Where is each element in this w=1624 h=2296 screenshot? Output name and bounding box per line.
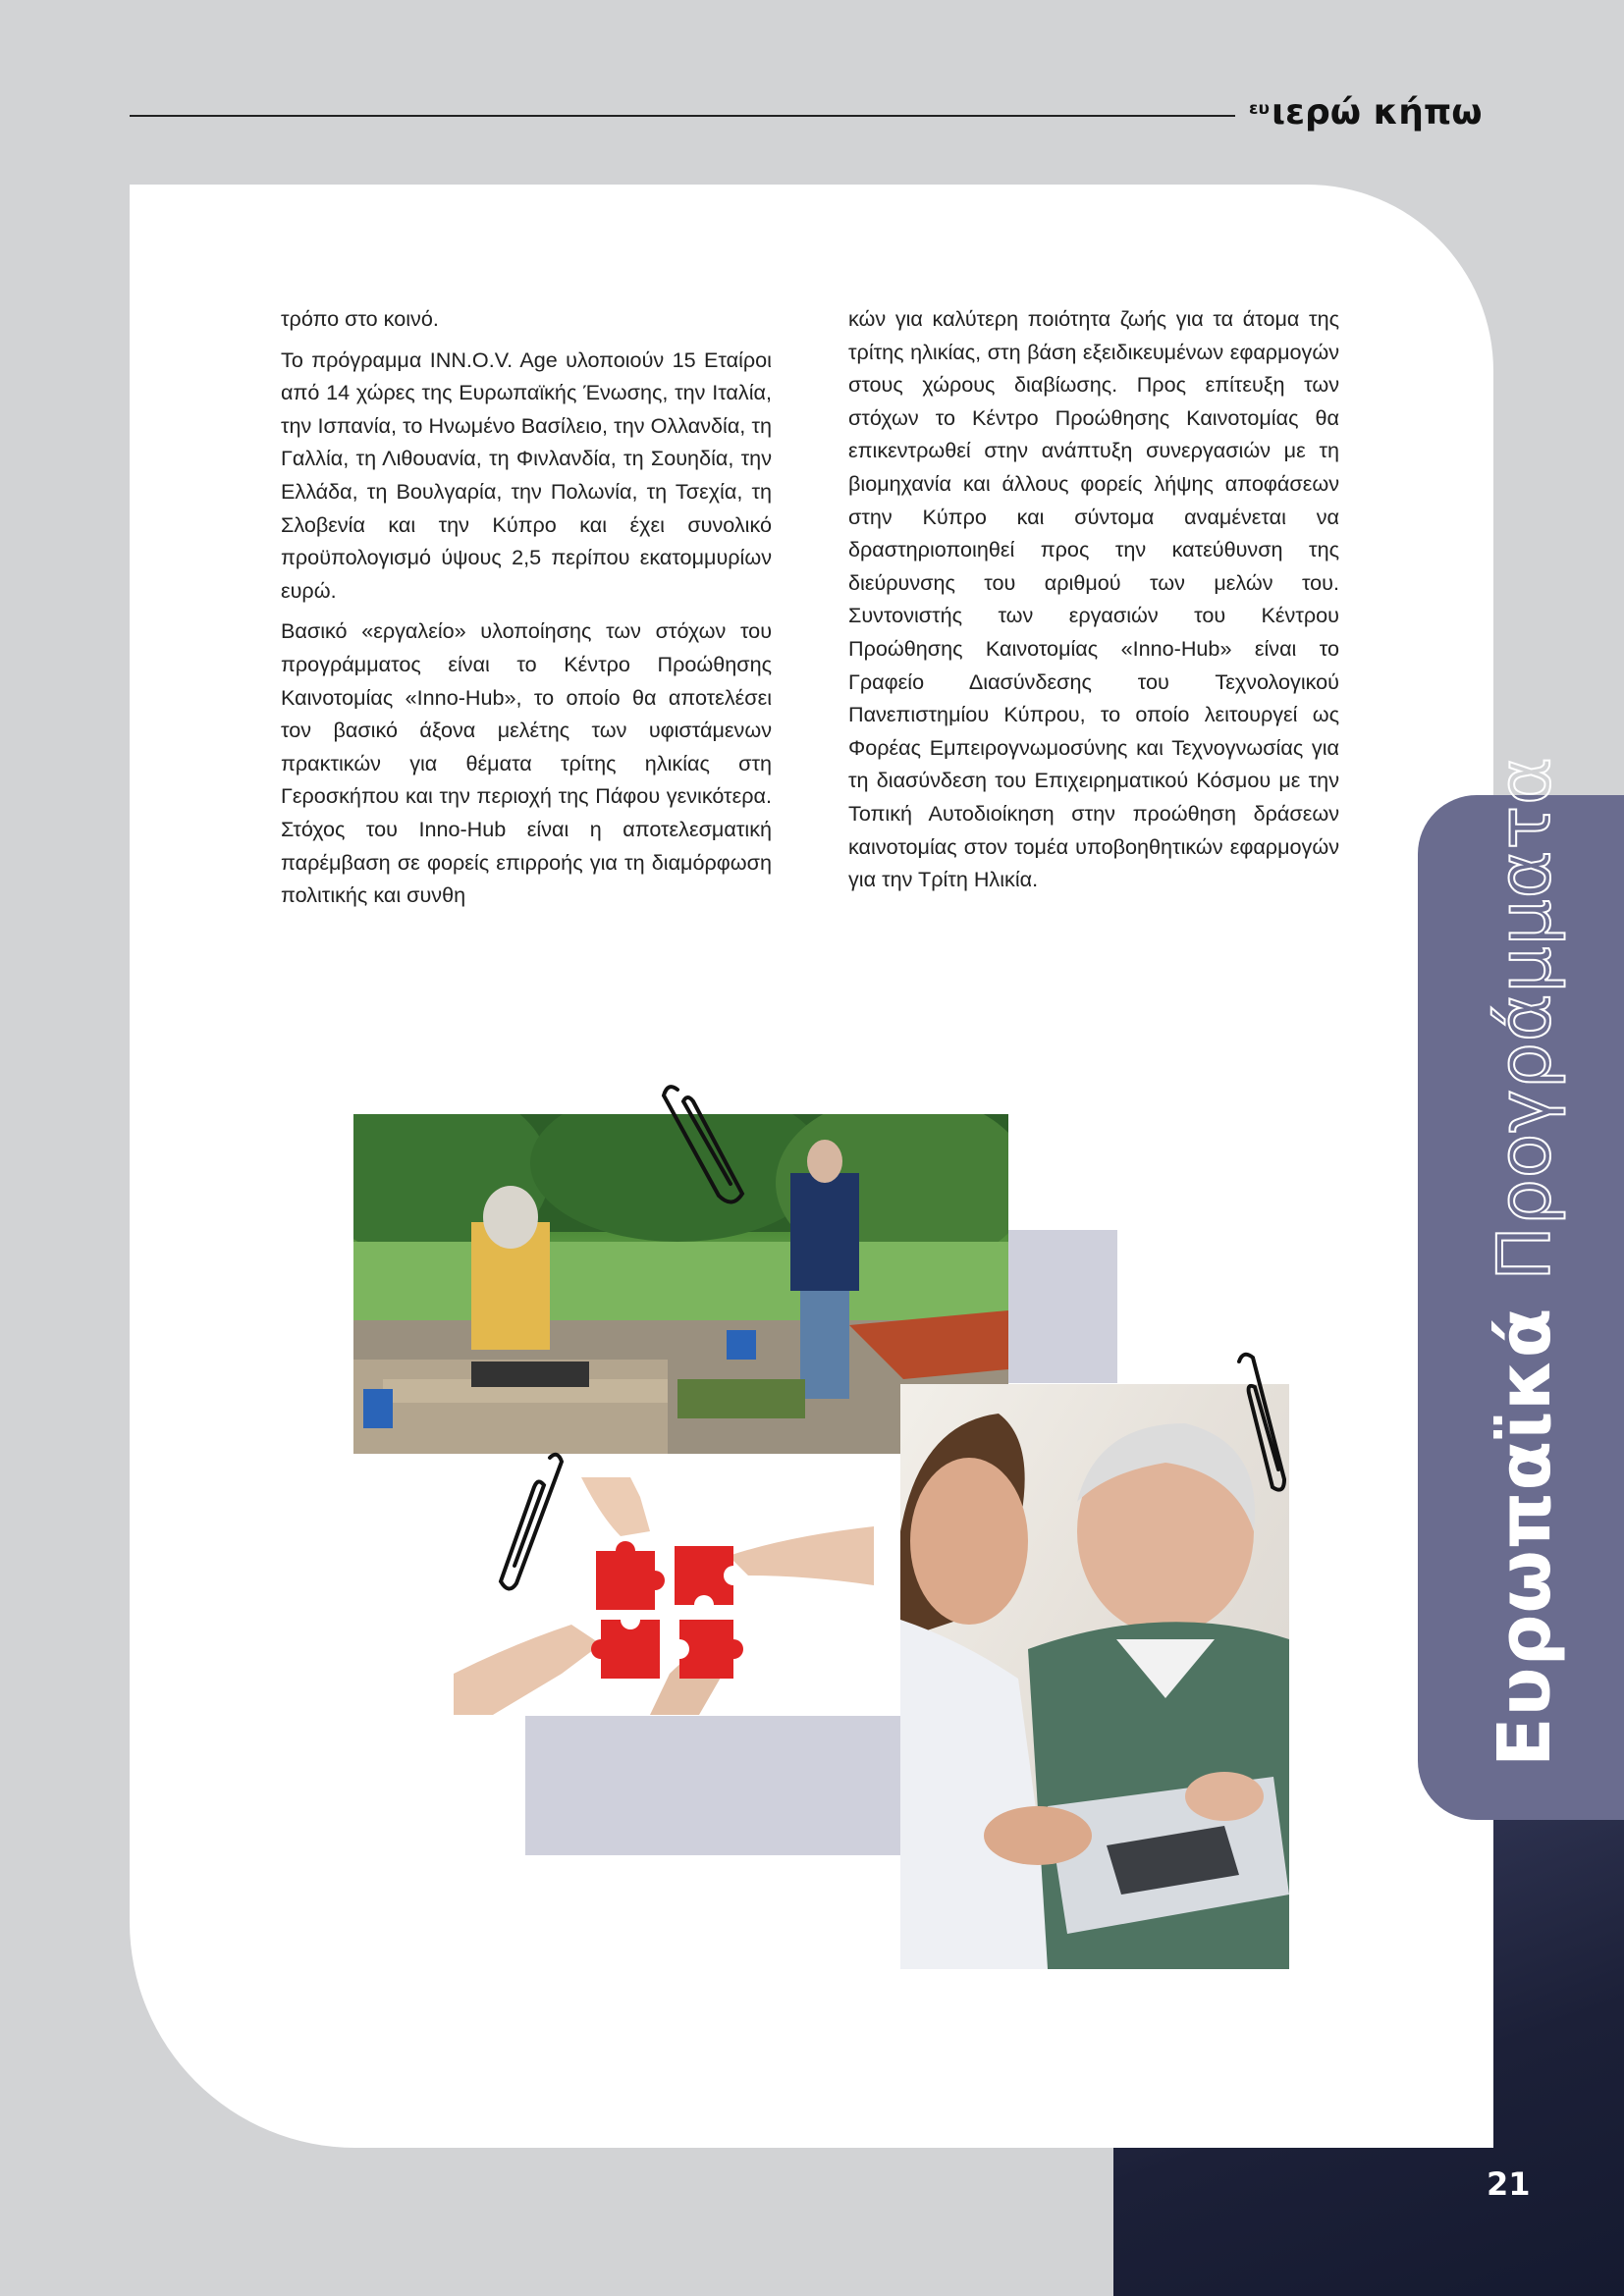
section-tab-label-bold: Ευρωπαϊκά [1483,1307,1567,1767]
paragraph: κών για καλύτερη ποιότητα ζωής για τα άτομα της τρίτης ηλικίας, στη βάση εξειδικευμένων εφαρμογών στους χώρους διαβίωσης. Προς επίτευξη των στόχων το Κέντρο Προώθησης Καινοτομίας θα επικεντρωθεί στην ανάπτυξη συνεργασιών με τη βιομηχανία και άλλους φορείς λήψης αποφάσεων στην Κύπρο και σύντομα αναμένεται να δραστηριοποιηθεί προς την κατεύθυνση της διεύρυνσης του αριθμού των μελών του. Συντονιστής των εργασιών του Κέντρου Προώθησης Καινοτομίας «Inno-Hub» είναι το Γραφείο Διασύνδεσης του Τεχνολογικού Πανεπιστημίου Κύπρου, το οποίο λειτουργεί ως Φορέας Εμπειρογνωμοσύνης και Τεχνογνωσίας για τη διασύνδεση του Επιχειρηματικού Κόσμου με την Τοπική Αυτοδιοίκηση στην προώθηση δράσεων καινοτομίας στον τομέα υποβοηθητικών εφαρμογών για την Τρίτη Ηλικία. [848,306,1339,892]
text-column-right [848,302,1339,904]
accent-block [525,1716,902,1855]
masthead-prefix: ευ [1249,99,1270,119]
puzzle-piece-icon [591,1541,743,1679]
paragraph: τρόπο στο κοινό. [281,306,439,331]
paperclip-icon [1227,1350,1296,1497]
paperclip-icon [660,1080,758,1207]
paragraph: Το πρόγραμμα INN.O.V. Age υλοποιούν 15 Εταίροι από 14 χώρες της Ευρωπαϊκής Ένωσης, την Ιταλία, την Ισπανία, το Ηνωμένο Βασίλειο, την Ολλανδία, τη Γαλλία, τη Λιθουανία, τη Φινλανδία, τη Σουηδία, την Ελλάδα, τη Βουλγαρία, την Πολωνία, τη Τσεχία, τη Σλοβενία και την Κύπρο και έχει συνολικό προϋπολογισμό ύψους 2,5 περίπου εκατομμυρίων ευρώ. [281,347,772,603]
page-number: 21 [1487,2165,1531,2203]
text-column-left [281,302,772,920]
masthead [1249,92,1483,133]
section-tab-label-outline: Προγράμματα [1483,756,1567,1281]
paperclip-icon [489,1448,568,1595]
header-rule [130,115,1235,117]
paragraph: Βασικό «εργαλείο» υλοποίησης των στόχων του προγράμματος είναι το Κέντρο Προώθησης Καινοτομίας «Inno-Hub», το οποίο θα αποτελέσει τον βασικό άξονα μελέτης των υφιστάμενων πρακτικών για θέματα τρίτης ηλικίας στη Γεροσκήπου και την περιοχή της Πάφου γενικότερα. Στόχος του Inno-Hub είναι η αποτελεσματική παρέμβαση σε φορείς επιρροής για τη διαμόρφωση πολιτικής και συνθη [281,618,772,908]
section-tab-label [1483,756,1567,1767]
masthead-title: ιερώ κήπω [1271,92,1483,133]
